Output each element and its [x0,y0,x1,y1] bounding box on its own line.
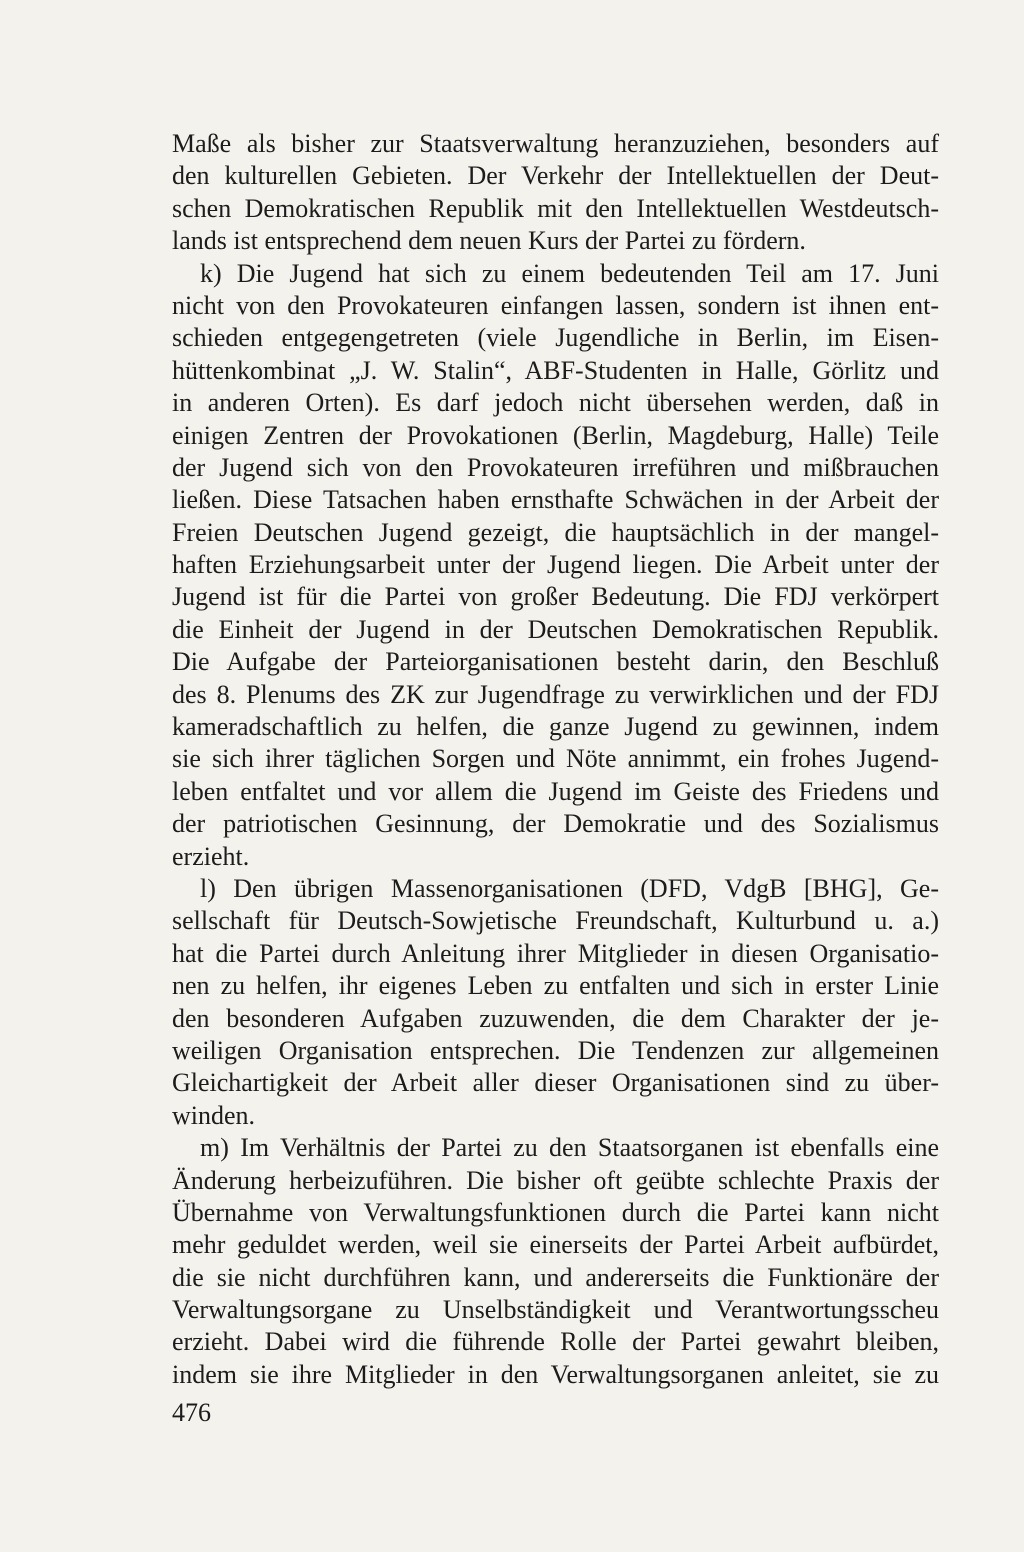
text-line: Änderung herbeizuführen. Die bisher oft geübte schlechte Praxis der [172,1165,939,1195]
paragraph [172,873,939,1132]
text-line: Maße als bisher zur Staatsverwaltung heranzuziehen, besonders auf [172,129,939,158]
text-line: k) Die Jugend hat sich zu einem bedeutenden Teil am 17. Juni [200,258,939,288]
text-line: indem sie ihre Mitglieder in den Verwaltungsorganen anleitet, sie zu [172,1359,939,1389]
text-line: leben entfaltet und vor allem die Jugend im Geiste des Friedens und [172,776,939,806]
paragraph [172,1132,939,1391]
text-line: der Jugend sich von den Provokateuren irreführen und mißbrauchen [172,452,939,482]
text-line: mehr geduldet werden, weil sie einerseits der Partei Arbeit aufbürdet, [172,1230,939,1260]
text-line: l) Den übrigen Massenorganisationen (DFD, VdgB [BHG], Ge- [200,873,939,903]
text-line: sellschaft für Deutsch-Sowjetische Freundschaft, Kulturbund u. a.) [172,906,939,936]
text-line: des 8. Plenums des ZK zur Jugendfrage zu verwirklichen und der FDJ [172,679,939,709]
text-line: haften Erziehungsarbeit unter der Jugend liegen. Die Arbeit unter der [172,550,939,580]
text-line: die sie nicht durchführen kann, und andererseits die Funktionäre der [172,1262,939,1292]
text-line: Jugend ist für die Partei von großer Bedeutung. Die FDJ verkörpert [172,582,939,612]
text-line: schieden entgegengetreten (viele Jugendliche in Berlin, im Eisen- [172,323,939,353]
page-number: 476 [172,1398,211,1427]
text-line: hüttenkombinat „J. W. Stalin“, ABF-Studenten in Halle, Görlitz und [172,355,939,385]
text-line: Freien Deutschen Jugend gezeigt, die hauptsächlich in der mangel- [172,517,939,547]
text-line: Übernahme von Verwaltungsfunktionen durch die Partei kann nicht [172,1197,939,1227]
text-line: in anderen Orten). Es darf jedoch nicht übersehen werden, daß in [172,388,939,418]
text-line: kameradschaftlich zu helfen, die ganze Jugend zu gewinnen, indem [172,712,939,742]
text-line: erzieht. Dabei wird die führende Rolle der Partei gewahrt bleiben, [172,1327,939,1357]
text-line: den kulturellen Gebieten. Der Verkehr der Intellektuellen der Deut- [172,161,939,191]
text-line: winden. [172,1100,256,1130]
paragraph [172,258,939,873]
text-line: den besonderen Aufgaben zuzuwenden, die dem Charakter der je- [172,1003,939,1033]
text-line: lands ist entsprechend dem neuen Kurs der Partei zu fördern. [172,226,806,256]
text-line: Verwaltungsorgane zu Unselbständigkeit und Verantwortungsscheu [172,1295,939,1325]
text-line: der patriotischen Gesinnung, der Demokratie und des Sozialismus [172,809,939,839]
body-text [172,128,939,1391]
text-line: die Einheit der Jugend in der Deutschen Demokratischen Republik. [172,614,939,644]
text-line: m) Im Verhältnis der Partei zu den Staatsorganen ist ebenfalls eine [200,1133,939,1163]
text-line: nicht von den Provokateuren einfangen lassen, sondern ist ihnen ent- [172,290,939,320]
text-line: ließen. Diese Tatsachen haben ernsthafte Schwächen in der Arbeit der [172,485,939,515]
text-line: hat die Partei durch Anleitung ihrer Mitglieder in diesen Organisatio- [172,938,939,968]
text-line: schen Demokratischen Republik mit den Intellektuellen Westdeutsch- [172,193,939,223]
text-line: sie sich ihrer täglichen Sorgen und Nöte annimmt, ein frohes Jugend- [172,744,939,774]
text-line: einigen Zentren der Provokationen (Berlin, Magdeburg, Halle) Teile [172,420,939,450]
text-line: erzieht. [172,841,250,871]
text-line: weiligen Organisation entsprechen. Die Tendenzen zur allgemeinen [172,1035,939,1065]
text-line: Die Aufgabe der Parteiorganisationen besteht darin, den Beschluß [172,647,939,677]
text-line: Gleichartigkeit der Arbeit aller dieser Organisationen sind zu über- [172,1068,939,1098]
text-line: nen zu helfen, ihr eigenes Leben zu entfalten und sich in erster Linie [172,971,939,1001]
paragraph [172,128,939,258]
